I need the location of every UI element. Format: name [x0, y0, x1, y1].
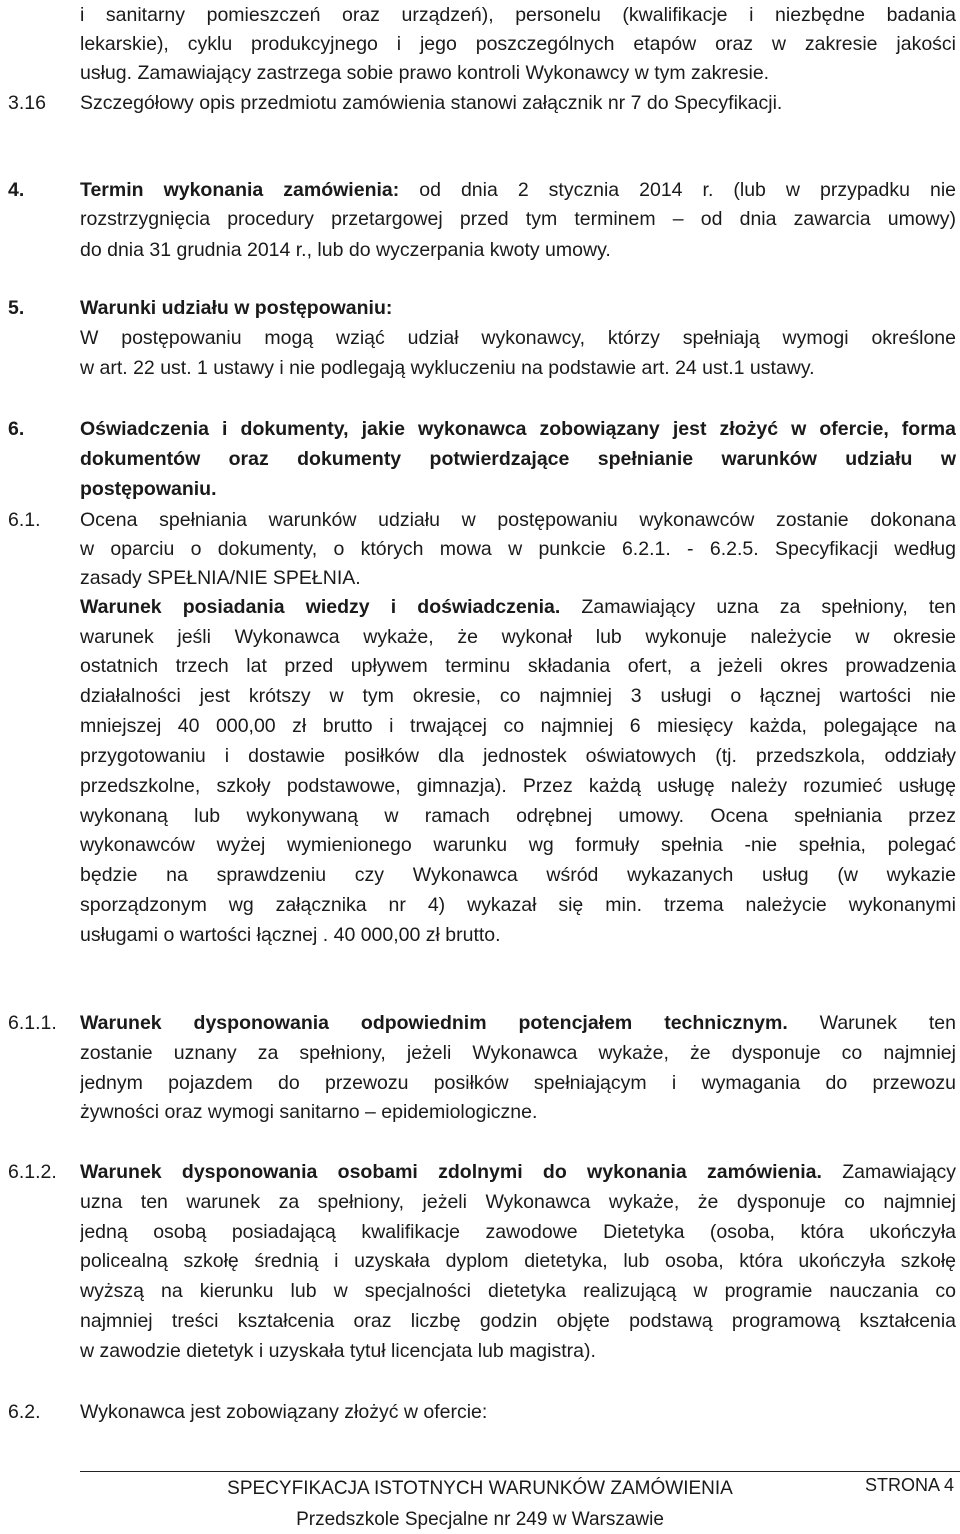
- section-62-line: Wykonawca jest zobowiązany złożyć w ofercie:: [80, 1401, 488, 1423]
- footer-subtitle: Przedszkole Specjalne nr 249 w Warszawie: [296, 1509, 664, 1530]
- section-61-line: warunek jeśli Wykonawca wykaże, że wykonał lub wykonuje należycie w okresie: [80, 626, 956, 648]
- section-number: 6.1.1.: [8, 1012, 57, 1034]
- section-611-line: żywności oraz wymogi sanitarno – epidemiologiczne.: [80, 1101, 538, 1123]
- section-number: 3.16: [8, 92, 46, 114]
- condition-heading: Warunek posiadania wiedzy i doświadczenia.: [80, 596, 561, 618]
- intro-line: usług. Zamawiający zastrzega sobie prawo kontroli Wykonawcy w tym zakresie.: [80, 62, 770, 84]
- section-61-line: będzie na sprawdzeniu czy Wykonawca wśród wykazanych usług (w wykazie: [80, 864, 956, 886]
- section-61-line: wykonaną lub wykonywaną w ramach odrębnej umowy. Ocena spełniania przez: [80, 805, 956, 827]
- footer-divider: [80, 1471, 960, 1472]
- section-612-line: w zawodzie dietetyk i uzyskała tytuł licencjata lub magistra).: [80, 1340, 596, 1362]
- page-number: STRONA 4: [864, 1475, 954, 1495]
- section-number: 6.1.: [8, 509, 41, 531]
- section-6-heading: dokumentów oraz dokumenty potwierdzające spełnianie warunków udziału w: [80, 448, 956, 470]
- section-611-line: zostanie uznany za spełniony, jeżeli Wykonawca wykaże, że dysponuje co najmniej: [80, 1042, 956, 1064]
- section-61-line: [80, 592, 956, 622]
- section-611-line: [80, 1008, 956, 1038]
- section-61-line: przedszkolne, szkoły podstawowe, gimnazja). Przez każdą usługę należy rozumieć usługę: [80, 775, 956, 797]
- section-4-line: do dnia 31 grudnia 2014 r., lub do wyczerpania kwoty umowy.: [80, 239, 611, 261]
- condition-heading: Warunek dysponowania osobami zdolnymi do wykonania zamówienia.: [80, 1161, 822, 1183]
- section-number: 6.2.: [8, 1401, 41, 1423]
- intro-line: i sanitarny pomieszczeń oraz urządzeń), personelu (kwalifikacje i niezbędne badania: [80, 4, 956, 26]
- section-4-heading: Termin wykonania zamówienia:: [80, 179, 400, 201]
- section-611-line: jednym pojazdem do przewozu posiłków spełniającym i wymagania do przewozu: [80, 1072, 956, 1094]
- section-61-line: przygotowaniu i dostawie posiłków dla jednostek oświatowych (tj. przedszkola, oddziały: [80, 745, 956, 767]
- section-61-line: wykonawców wyżej wymienionego warunku wg formuły spełnia -nie spełnia, polegać: [80, 834, 956, 856]
- section-61-line: usługami o wartości łącznej . 40 000,00 zł brutto.: [80, 924, 501, 946]
- section-61-line: mniejszej 40 000,00 zł brutto i trwającej co najmniej 6 miesięcy każda, polegające na: [80, 715, 956, 737]
- section-612-line: wyższą na kierunku lub w specjalności dietetyka realizującą w programie nauczania co: [80, 1280, 956, 1302]
- section-61-line: działalności jest krótszy w tym okresie, co najmniej 3 usługi o łącznej wartości nie: [80, 685, 956, 707]
- condition-heading: Warunek dysponowania odpowiednim potencjałem technicznym.: [80, 1012, 788, 1034]
- section-number: 5.: [8, 297, 25, 319]
- section-6-heading: postępowaniu.: [80, 478, 217, 500]
- section-612-line: jedną osobą posiadającą kwalifikacje zawodowe Dietetyka (osoba, która ukończyła: [80, 1221, 956, 1243]
- section-61-line: Ocena spełniania warunków udziału w postępowaniu wykonawców zostanie dokonana: [80, 509, 956, 531]
- section-4-line: [80, 175, 956, 205]
- section-5-heading: Warunki udziału w postępowaniu:: [80, 297, 393, 319]
- footer-title: SPECYFIKACJA ISTOTNYCH WARUNKÓW ZAMÓWIENIA: [227, 1478, 733, 1499]
- section-61-line: ostatnich trzech lat przed upływem terminu składania ofert, a jeżeli okres prowadzenia: [80, 655, 956, 677]
- section-5-line: w art. 22 ust. 1 ustawy i nie podlegają wykluczeniu na podstawie art. 24 ust.1 ustawy.: [80, 357, 815, 379]
- section-611-text: Warunek ten: [787, 1012, 956, 1034]
- section-number: 6.: [8, 418, 25, 440]
- section-6-heading: Oświadczenia i dokumenty, jakie wykonawca zobowiązany jest złożyć w ofercie, forma: [80, 418, 956, 440]
- section-612-line: najmniej treści kształcenia oraz liczbę godzin objęte podstawą programową kształcenia: [80, 1310, 956, 1332]
- section-612-line: policealną szkołę średnią i uzyskała dyplom dietetyka, lub osoba, która ukończyła szkołę: [80, 1250, 956, 1272]
- section-number: 6.1.2.: [8, 1161, 57, 1183]
- section-5-line: W postępowaniu mogą wziąć udział wykonawcy, którzy spełniają wymogi określone: [80, 327, 956, 349]
- section-612-line: [80, 1157, 956, 1187]
- section-number: 4.: [8, 179, 25, 201]
- intro-line: lekarskie), cyklu produkcyjnego i jego poszczególnych etapów oraz w zakresie jakości: [80, 33, 956, 55]
- section-612-line: uzna ten warunek za spełniony, jeżeli Wykonawca wykaże, że dysponuje co najmniej: [80, 1191, 956, 1213]
- section-61-line: w oparciu o dokumenty, o których mowa w punkcie 6.2.1. - 6.2.5. Specyfikacji według: [80, 538, 956, 560]
- section-61-text: Zamawiający uzna za spełniony, ten: [560, 596, 956, 618]
- intro-line: Szczegółowy opis przedmiotu zamówienia stanowi załącznik nr 7 do Specyfikacji.: [80, 92, 783, 114]
- section-4-text: od dnia 2 stycznia 2014 r. (lub w przypadku nie: [399, 179, 956, 201]
- section-4-line: rozstrzygnięcia procedury przetargowej przed tym terminem – od dnia zawarcia umowy): [80, 208, 956, 230]
- section-612-text: Zamawiający: [821, 1161, 956, 1183]
- section-61-line: zasady SPEŁNIA/NIE SPEŁNIA.: [80, 567, 361, 589]
- section-61-line: sporządzonym wg załącznika nr 4) wykazał się min. trzema należycie wykonanymi: [80, 894, 956, 916]
